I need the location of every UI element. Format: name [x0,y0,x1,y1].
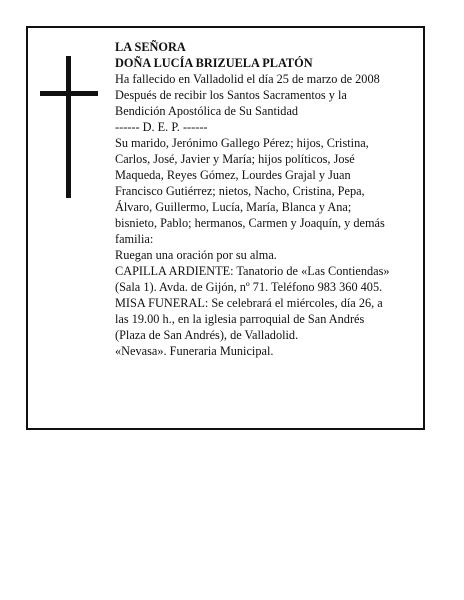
notice-line: Su marido, Jerónimo Gallego Pérez; hijos, Cristina, [115,136,369,150]
notice-line: (Sala 1). Avda. de Gijón, nº 71. Teléfono 983 360 405. [115,280,383,294]
notice-line: Ruegan una oración por su alma. [115,248,277,262]
notice-line: DOÑA LUCÍA BRIZUELA PLATÓN [115,56,313,70]
notice-line: (Plaza de San Andrés), de Valladolid. [115,328,299,342]
notice-line: Bendición Apostólica de Su Santidad [115,104,299,118]
notice-line: las 19.00 h., en la iglesia parroquial de San Andrés [115,312,365,326]
notice-line: familia: [115,232,154,246]
notice-line: ------ D. E. P. ------ [115,120,208,134]
notice-line: Álvaro, Guillermo, Lucía, María, Blanca y Ana; [115,200,352,214]
notice-line: Después de recibir los Santos Sacramentos y la [115,88,347,102]
notice-line: CAPILLA ARDIENTE: Tanatorio de «Las Contiendas» [115,264,390,278]
notice-text-block [115,39,427,359]
notice-line: MISA FUNERAL: Se celebrará el miércoles, día 26, a [115,296,383,310]
cross-vertical-bar [66,56,71,198]
notice-line: bisnieto, Pablo; hermanos, Carmen y Joaquín, y demás [115,216,385,230]
notice-line: Francisco Gutiérrez; nietos, Nacho, Cristina, Pepa, [115,184,365,198]
notice-line: Ha fallecido en Valladolid el día 25 de marzo de 2008 [115,72,380,86]
cross-horizontal-bar [40,91,98,96]
cross-icon [40,56,98,198]
notice-line: LA SEÑORA [115,40,186,54]
notice-line: «Nevasa». Funeraria Municipal. [115,344,274,358]
obituary-notice [26,26,425,430]
notice-line: Maqueda, Reyes Gómez, Lourdes Grajal y Juan [115,168,351,182]
notice-line: Carlos, José, Javier y María; hijos políticos, José [115,152,355,166]
